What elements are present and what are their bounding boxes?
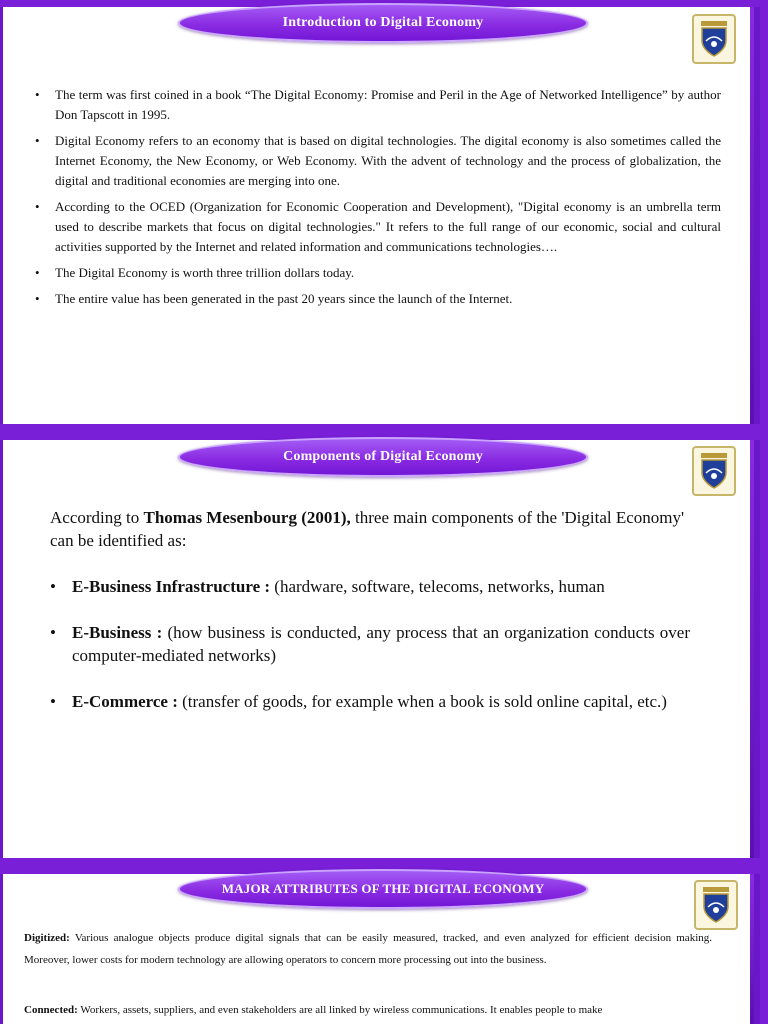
list-item: [50, 690, 690, 713]
attribute-term: Connected:: [24, 1004, 78, 1016]
list-item: • According to the OCED (Organization for Economic Cooperation and Development), "Digital economy is an umbrella term used to describe markets that focus on digital technologies." It refers to the full range of our economic, social and cultural activities supported by the Internet and related information and communications technologies….: [33, 197, 721, 257]
list-item: [50, 575, 690, 598]
list-item: • Digital Economy refers to an economy that is based on digital technologies. The digital economy is also sometimes called the Internet Economy, the New Economy, or Web Economy. With the advent of technology and the process of globalization, the digital and traditional economies are merging into one.: [33, 131, 721, 191]
component-desc: (how business is conducted, any process that an organization conducts over computer-mediated networks): [72, 623, 690, 665]
list-item: • The entire value has been generated in the past 20 years since the launch of the Internet.: [33, 289, 721, 309]
university-crest-icon: [694, 880, 738, 930]
intro-author: Thomas Mesenbourg (2001),: [143, 508, 351, 527]
university-crest-icon: [692, 14, 736, 64]
attribute-desc: Various analogue objects produce digital signals that can be easily measured, tracked, and even analyzed for efficient decision making. Moreover, lower costs for modern technology are allowing operators to concern more processing out into the business.: [24, 932, 712, 966]
attribute-connected: [24, 1000, 712, 1022]
list-item: • The Digital Economy is worth three trillion dollars today.: [33, 263, 721, 283]
components-intro: [50, 506, 690, 552]
slide3-title: MAJOR ATTRIBUTES OF THE DIGITAL ECONOMY: [178, 869, 588, 909]
components-list: [50, 575, 690, 736]
list-item: [50, 621, 690, 667]
component-term: E-Commerce :: [72, 692, 178, 711]
slide1-title: Introduction to Digital Economy: [178, 3, 588, 43]
component-desc: (transfer of goods, for example when a book is sold online capital, etc.): [177, 692, 667, 711]
university-crest-icon: [692, 446, 736, 496]
component-term: E-Business :: [72, 623, 163, 642]
list-item: • The term was first coined in a book “The Digital Economy: Promise and Peril in the Age of Networked Intelligence” by author Don Tapscott in 1995.: [33, 85, 721, 125]
attribute-digitized: [24, 928, 712, 971]
component-term: E-Business Infrastructure :: [72, 577, 271, 596]
intro-suffix: three main components of the 'Digital Economy' can be identified as:: [50, 508, 685, 550]
slide2-title: Components of Digital Economy: [178, 437, 588, 477]
attribute-desc: Workers, assets, suppliers, and even stakeholders are all linked by wireless communications. It enables people to make: [77, 1004, 603, 1016]
intro-bullet-list: [33, 85, 721, 315]
intro-prefix: According to: [50, 508, 144, 527]
component-desc: (hardware, software, telecoms, networks, human: [270, 577, 605, 596]
attribute-term: Digitized:: [24, 932, 70, 944]
slide-introduction: [0, 0, 760, 424]
